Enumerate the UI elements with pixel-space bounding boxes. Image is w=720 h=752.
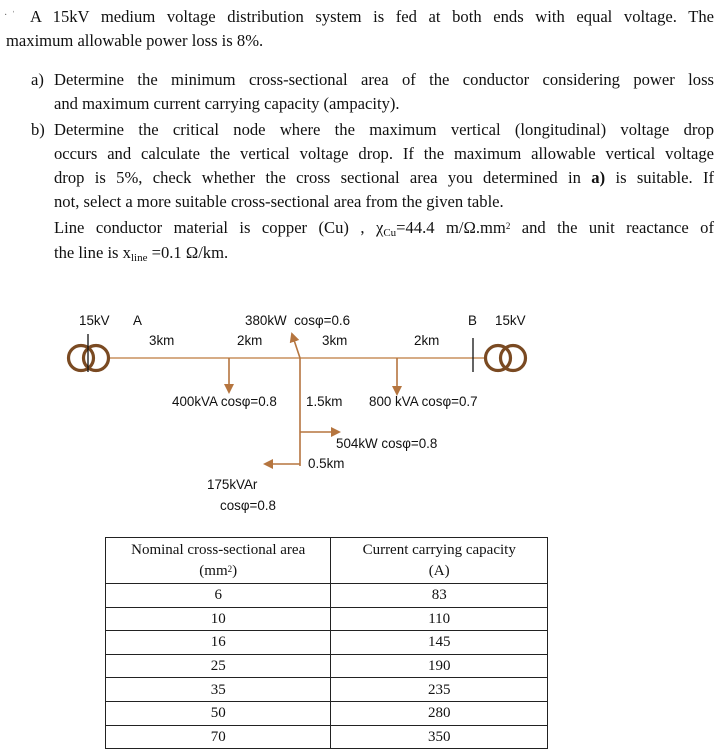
reactance-text: the line is x — [54, 243, 131, 262]
cell-ampacity: 235 — [331, 678, 548, 702]
part-b-label: b) — [31, 120, 45, 139]
unit-close: ) — [232, 563, 238, 579]
table-row — [106, 584, 548, 608]
cell-area: 10 — [106, 607, 331, 631]
cell-ampacity: 145 — [331, 631, 548, 655]
source-b-voltage: 15kV — [495, 313, 526, 328]
unit-sup: 2 — [227, 564, 233, 574]
cell-area: 35 — [106, 678, 331, 702]
table-row — [106, 701, 548, 725]
table-row — [106, 678, 548, 702]
material-tail: and the unit reactance of — [510, 218, 715, 237]
cell-area: 16 — [106, 631, 331, 655]
load-175kvar-pf: cosφ=0.8 — [220, 498, 276, 513]
part-a-label: a) — [31, 70, 44, 89]
scan-artifact-mark: · ˈ — [4, 10, 17, 21]
cell-ampacity: 110 — [331, 607, 548, 631]
segment-3-length: 3km — [322, 333, 348, 348]
squared-superscript: 2 — [505, 221, 511, 231]
segment-4-length: 2km — [414, 333, 440, 348]
node-b-label: B — [468, 313, 477, 328]
load-380kw-label: 380kW cosφ=0.6 — [245, 313, 351, 328]
part-b-line-3-tail: is suitable. If — [615, 168, 714, 187]
transformer-b-icon — [486, 346, 526, 371]
table-row — [106, 631, 548, 655]
header-ampacity-line2: (A) — [428, 563, 450, 579]
header-cross-section — [106, 538, 331, 584]
cell-area: 25 — [106, 654, 331, 678]
cell-ampacity: 83 — [331, 584, 548, 608]
branch-length-2: 0.5km — [308, 456, 345, 471]
segment-1-length: 3km — [149, 333, 175, 348]
material-text: Line conductor material is copper (Cu) , χ — [54, 218, 384, 237]
load-400kva-label: 400kVA cosφ=0.8 — [172, 394, 277, 409]
part-b-line-3-text: drop is 5%, check whether the cross sectional area you determined in — [54, 168, 581, 187]
cell-area: 6 — [106, 584, 331, 608]
part-a-line-2: and maximum current carrying capacity (ampacity). — [54, 94, 400, 113]
cell-area: 70 — [106, 725, 331, 749]
part-b-line-1: Determine the critical node where the maximum vertical (longitudinal) voltage drop — [54, 120, 714, 139]
header-cross-section-line1: Nominal cross-sectional area — [131, 542, 306, 558]
segment-2-length: 2km — [237, 333, 263, 348]
part-b-line-4: not, select a more suitable cross-sectional area from the given table. — [54, 192, 504, 211]
node-a-label: A — [133, 313, 142, 328]
header-cross-section-line2 — [106, 561, 330, 582]
x-subscript: line — [130, 252, 148, 264]
part-a-line-1: Determine the minimum cross-sectional area of the conductor considering power loss — [54, 70, 714, 89]
unit-mm: (mm — [199, 563, 228, 579]
intro-line-2: maximum allowable power loss is 8%. — [6, 31, 264, 50]
load-175kvar-label: 175kVAr — [207, 477, 258, 492]
load-800kva-label: 800 kVA cosφ=0.7 — [369, 394, 478, 409]
cell-area: 50 — [106, 701, 331, 725]
branch-length-1: 1.5km — [306, 394, 343, 409]
table-row — [106, 607, 548, 631]
header-ampacity — [331, 538, 548, 584]
intro-line-1: A 15kV medium voltage distribution system is fed at both ends with equal voltage. The — [30, 7, 714, 26]
conductivity-value: =44.4 m/Ω.mm — [396, 218, 506, 237]
table-row — [106, 654, 548, 678]
conductor-table — [105, 537, 548, 749]
part-b-line-2: occurs and calculate the vertical voltage drop. If the maximum allowable vertical voltage — [54, 144, 714, 163]
cell-ampacity: 350 — [331, 725, 548, 749]
table-header-row — [106, 538, 548, 584]
part-a-reference: a) — [591, 168, 606, 187]
load-380kw-arrow — [292, 334, 300, 358]
header-ampacity-line1: Current carrying capacity — [362, 542, 516, 558]
load-504kw-label: 504kW cosφ=0.8 — [336, 436, 438, 451]
cell-ampacity: 280 — [331, 701, 548, 725]
source-a-voltage: 15kV — [79, 313, 110, 328]
cell-ampacity: 190 — [331, 654, 548, 678]
chi-subscript: Cu — [383, 227, 397, 239]
table-row — [106, 725, 548, 749]
reactance-value: =0.1 Ω/km. — [147, 243, 229, 262]
